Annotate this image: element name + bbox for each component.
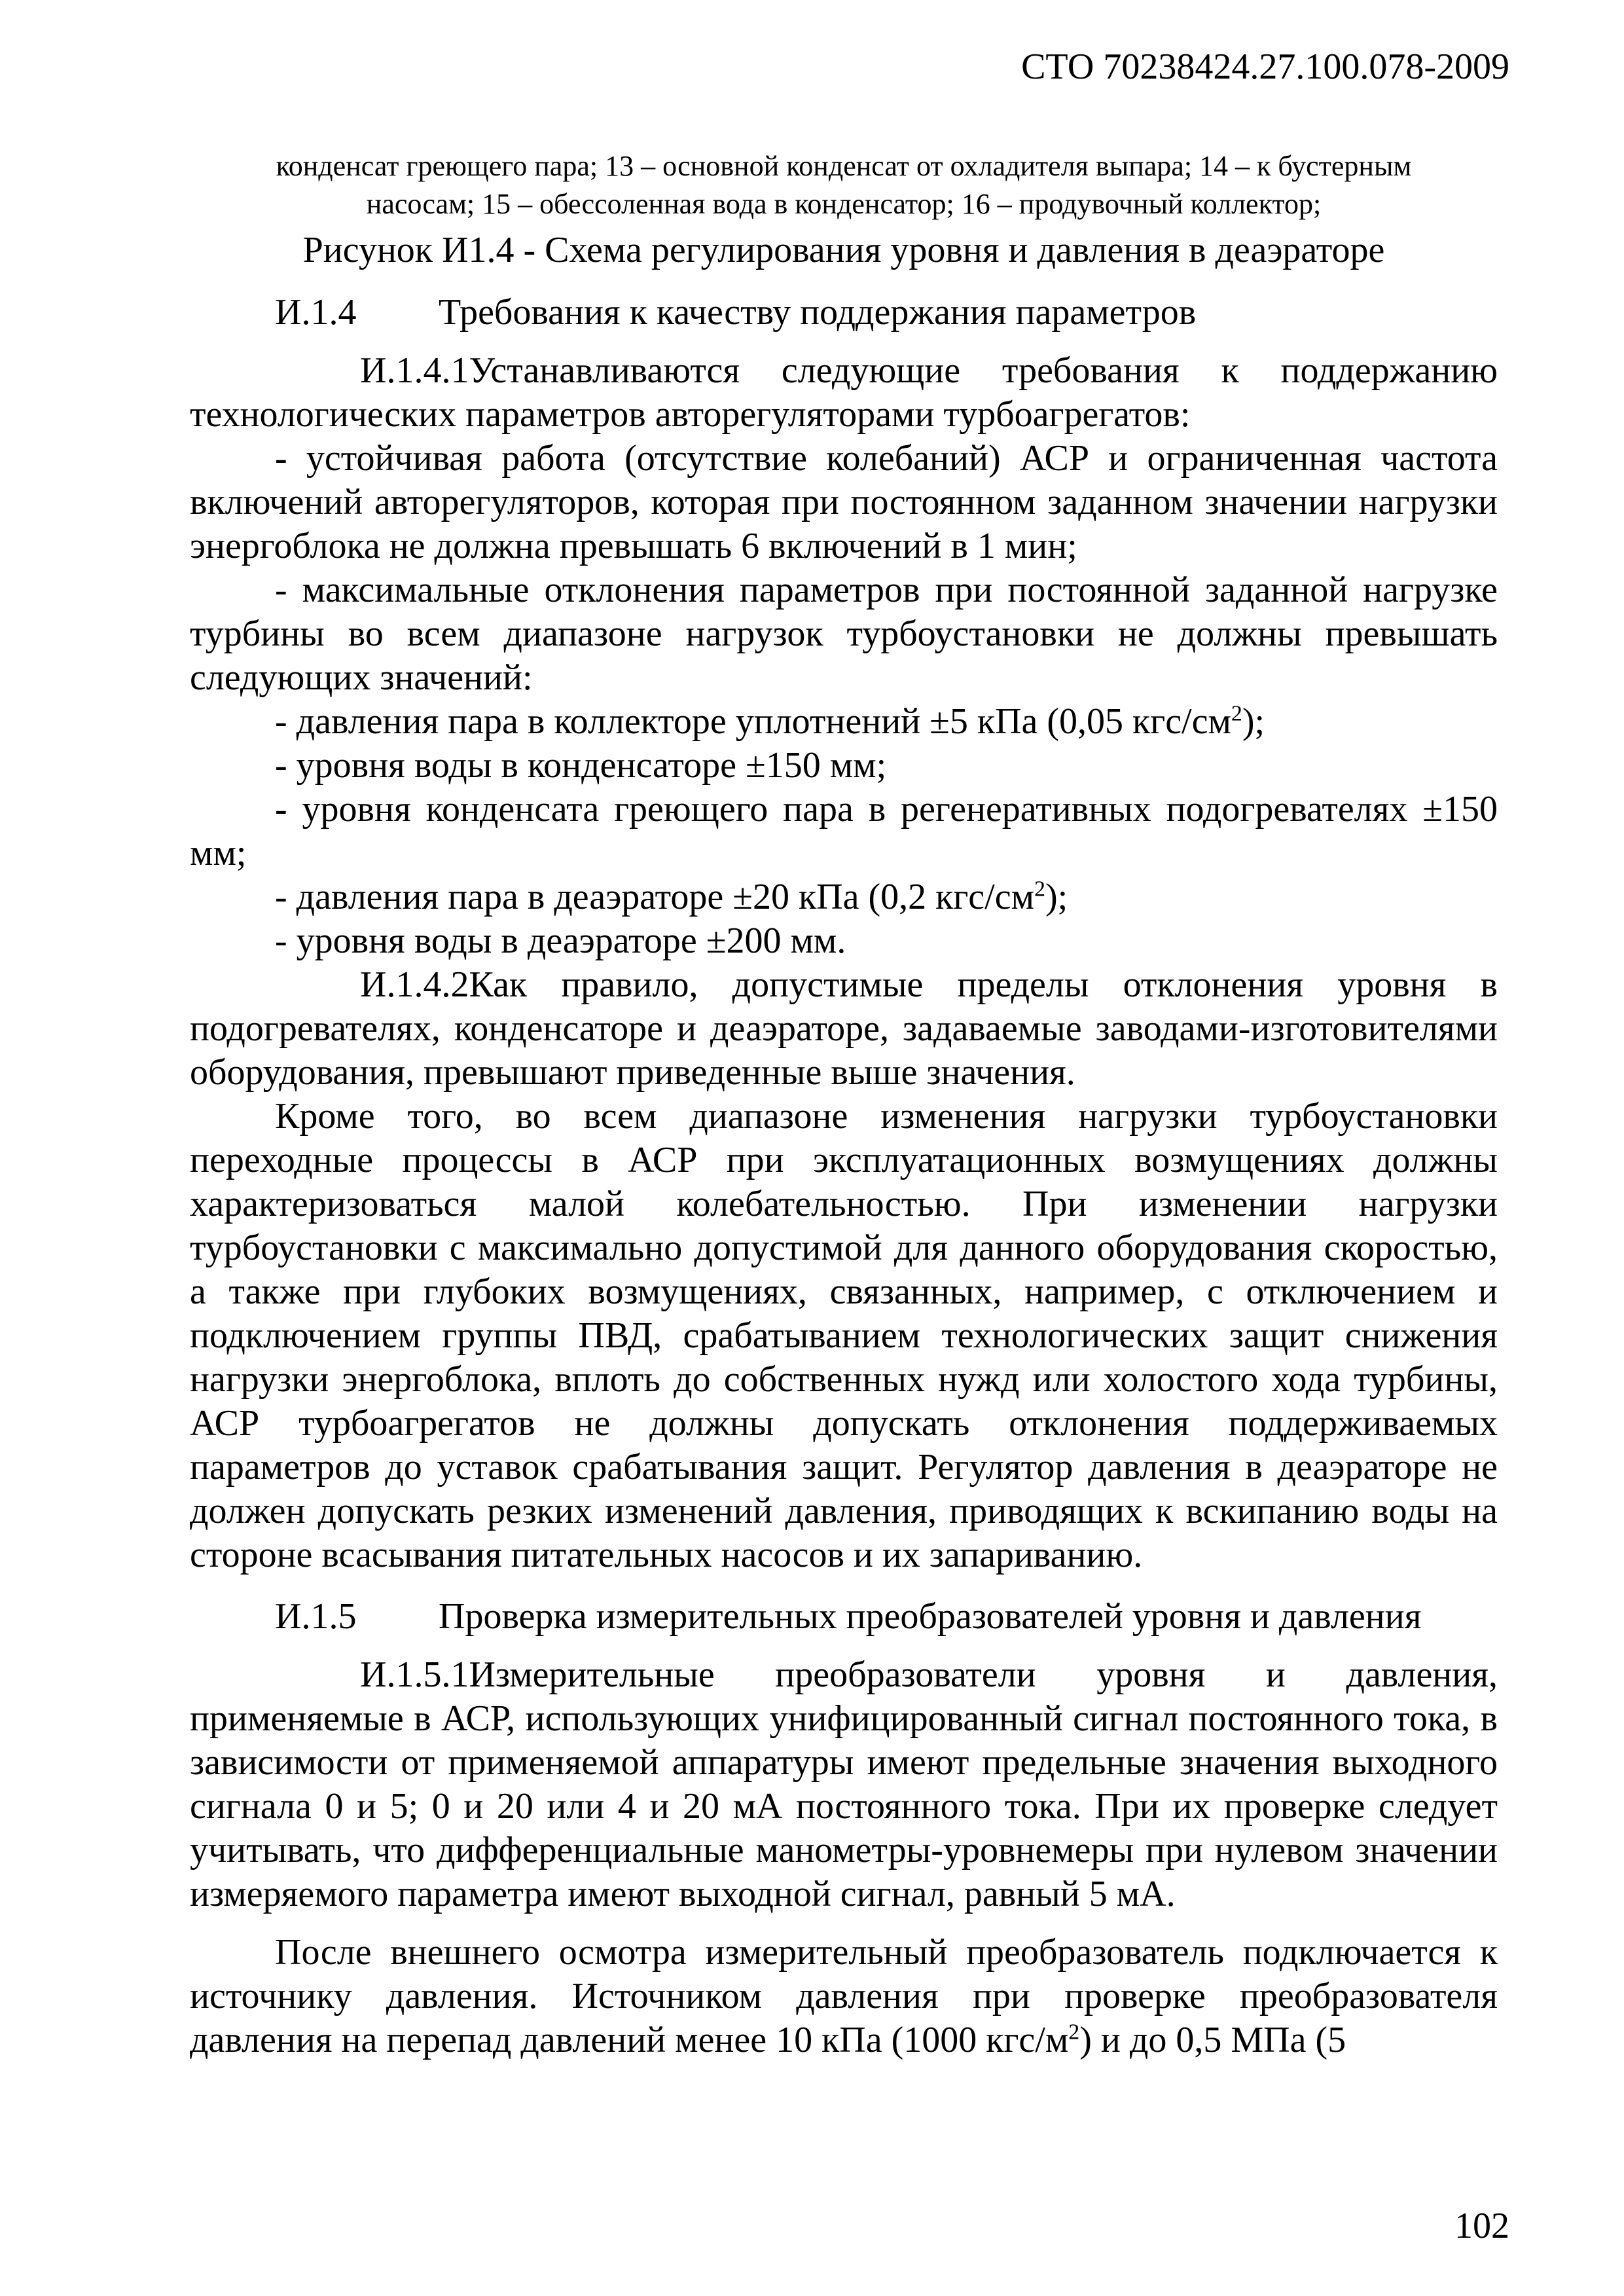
document-code-header: СТО 70238424.27.100.078-2009 [1021,46,1509,87]
clause-number: И.1.4.2 [360,964,469,1005]
section-number: И.1.5 [275,1596,357,1637]
page-content [190,147,1498,2062]
paragraph-after-inspection [190,1931,1498,2062]
page-number: 102 [1454,2206,1509,2246]
clause-text: Устанавливаются следующие требования к поддержанию технологических параметров авторегуляторами турбоагрегатов: [190,350,1498,435]
figure-title: Рисунок И1.4 - Схема регулирования уровня и давления в деаэраторе [302,230,1385,270]
paragraph-i-1-4-2 [190,963,1498,1095]
figure-legend-continued [190,147,1498,223]
section-title: Проверка измерительных преобразователей уровня и давления [439,1596,1422,1637]
section-title: Требования к качеству поддержания параметров [439,292,1197,333]
item-tail: ); [1242,701,1265,742]
paragraph-text: После внешнего осмотра измерительный преобразователь подключается к источнику давления. Источником давления при проверке преобразователя давления на перепад давлений менее 10 кПа (1000 кгс/м [190,1932,1498,2060]
paragraph-tail: ) и до 0,5 МПа (5 [1079,2020,1346,2060]
item-text: - давления пара в деаэраторе ±20 кПа (0,2 кгс/см [275,877,1035,917]
section-number: И.1.4 [275,292,357,333]
figure-legend-line-2: насосам; 15 – обессоленная вода в конденсатор; 16 – продувочный коллектор; [366,188,1322,220]
item-tail: ); [1045,877,1068,917]
list-item-max-deviations: - максимальные отклонения параметров при постоянной заданной нагрузке турбины во всем диапазоне нагрузок турбоустановки не должны превышать следующих значений: [190,570,1498,698]
list-item-seal-pressure [190,700,1498,744]
paragraph-i-1-4-1 [190,349,1498,437]
figure-legend-line-1: конденсат греющего пара; 13 – основной конденсат от охладителя выпара; 14 – к бустерным [276,150,1412,182]
list-item-condenser-level: - уровня воды в конденсаторе ±150 мм; [275,745,887,786]
list-item-deaerator-pressure [190,875,1498,919]
list-item-stable-operation: - устойчивая работа (отсутствие колебаний) АСР и ограниченная частота включений авторегуляторов, которая при постоянном заданном значении нагрузки энергоблока не должна превышать 6 включений в 1 мин; [190,438,1498,566]
item-text: - давления пара в коллекторе уплотнений ±5 кПа (0,05 кгс/см [275,701,1231,742]
section-heading-i-1-4 [190,290,1498,335]
clause-text: Измерительные преобразователи уровня и давления, применяемые в АСР, использующих унифицированный сигнал постоянного тока, в зависимости от применяемой аппаратуры имеют предельные значения выходного сигнала 0 и 5; 0 и 20 или 4 и 20 мА постоянного тока. При их проверке следует учитывать, что дифференциальные манометры-уровнемеры при нулевом значении измеряемого параметра имеют выходной сигнал, равный 5 мА. [190,1654,1498,1914]
clause-text: Как правило, допустимые пределы отклонения уровня в подогревателях, конденсаторе и деаэраторе, задаваемые заводами-изготовителями оборудования, превышают приведенные выше значения. [190,964,1498,1093]
clause-number: И.1.5.1 [360,1654,469,1695]
superscript: 2 [1068,2020,1080,2045]
paragraph-moreover: Кроме того, во всем диапазоне изменения нагрузки турбоустановки переходные процессы в АСР при эксплуатационных возмущениях должны характеризоваться малой колебательностью. При изменении нагрузки турбоустановки с максимально допустимой для данного оборудования скоростью, а также при глубоких возмущениях, связанных, например, с отключением и подключением группы ПВД, срабатыванием технологических защит снижения нагрузки энергоблока, вплоть до собственных нужд или холостого хода турбины, АСР турбоагрегатов не должны допускать отклонения поддерживаемых параметров до уставок срабатывания защит. Регулятор давления в деаэраторе не должен допускать резких изменений давления, приводящих к вскипанию воды на стороне всасывания питательных насосов и их запариванию. [190,1096,1498,1575]
list-item-deaerator-level: - уровня воды в деаэраторе ±200 мм. [275,920,846,961]
superscript: 2 [1231,701,1242,726]
list-item-heaters-level: - уровня конденсата греющего пара в регенеративных подогревателях ±150 мм; [190,789,1498,873]
clause-number: И.1.4.1 [360,350,469,391]
paragraph-i-1-5-1 [190,1653,1498,1916]
section-heading-i-1-5 [190,1594,1498,1639]
superscript: 2 [1034,877,1046,902]
